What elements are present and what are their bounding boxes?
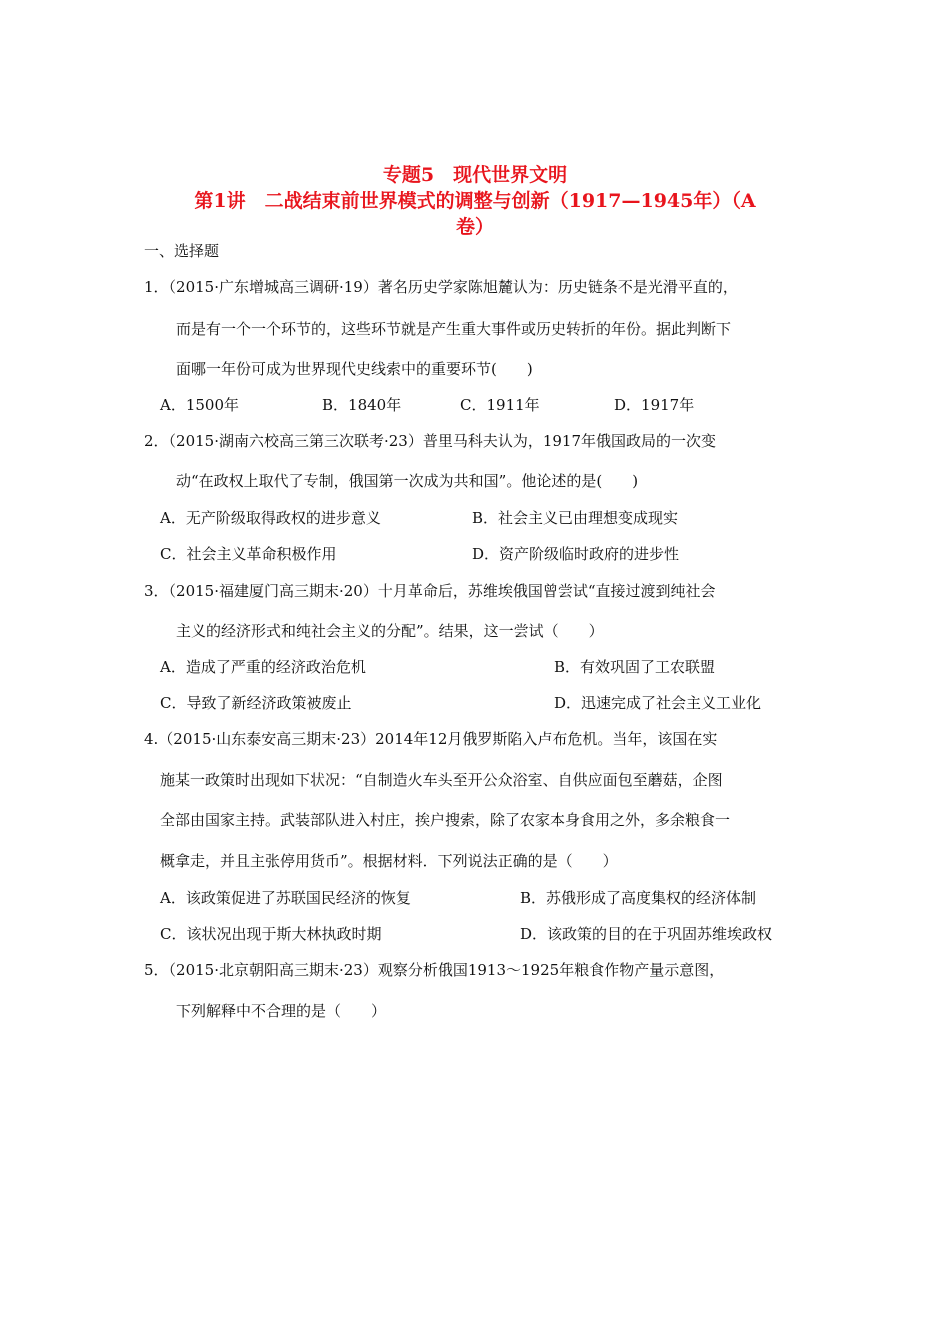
question-3-line-2: 主义的经济形式和纯社会主义的分配”。结果，这一尝试（ ）	[176, 622, 604, 640]
question-3-line-1: 3．（2015·福建厦门高三期末·20）十月革命后，苏维埃俄国曾尝试“直接过渡到纯社会	[144, 582, 716, 600]
question-2-line-2: 动“在政权上取代了专制，俄国第一次成为共和国”。他论述的是( )	[176, 472, 639, 490]
section-heading: 一、选择题	[144, 242, 220, 260]
question-2-option-d[interactable]: D．资产阶级临时政府的进步性	[472, 545, 680, 563]
question-4-option-b[interactable]: B．苏俄形成了高度集权的经济体制	[520, 889, 757, 907]
page-subtitle: 第1讲 二战结束前世界模式的调整与创新（1917—1945年）（A	[194, 190, 756, 212]
page-title: 专题5 现代世界文明	[382, 164, 568, 186]
question-4-option-a[interactable]: A．该政策促进了苏联国民经济的恢复	[160, 889, 411, 907]
question-5-line-2: 下列解释中不合理的是（ ）	[176, 1002, 387, 1020]
question-3-option-c[interactable]: C．导致了新经济政策被废止	[160, 694, 352, 712]
question-1-line-2: 而是有一个一个环节的，这些环节就是产生重大事件或历史转折的年份。据此判断下	[176, 320, 732, 338]
question-1-line-1: 1．（2015·广东增城高三调研·19）著名历史学家陈旭麓认为：历史链条不是光滑平直的，	[144, 278, 738, 296]
page-subtitle-continued: 卷）	[455, 216, 494, 238]
question-4-line-2: 施某一政策时出现如下状况：“自制造火车头至开公众浴室、自供应面包至蘑菇，企图	[160, 771, 723, 789]
question-2-option-b[interactable]: B．社会主义已由理想变成现实	[472, 509, 679, 527]
question-3-option-b[interactable]: B．有效巩固了工农联盟	[554, 658, 716, 676]
question-2-line-1: 2．（2015·湖南六校高三第三次联考·23）普里马科夫认为，1917年俄国政局的一次变	[144, 432, 717, 450]
question-3-option-d[interactable]: D．迅速完成了社会主义工业化	[554, 694, 762, 712]
question-1-option-a[interactable]: A．1500年	[160, 396, 240, 414]
question-4-line-3: 全部由国家主持。武装部队进入村庄，挨户搜索，除了农家本身食用之外，多余粮食一	[160, 811, 731, 829]
question-3-option-a[interactable]: A．造成了严重的经济政治危机	[160, 658, 366, 676]
question-5-line-1: 5．（2015·北京朝阳高三期末·23）观察分析俄国1913～1925年粮食作物产量示意图，	[144, 961, 725, 979]
question-4-line-4: 概拿走，并且主张停用货币”。根据材料．下列说法正确的是（ ）	[160, 852, 618, 870]
question-4-line-1: 4.（2015·山东泰安高三期末·23）2014年12月俄罗斯陷入卢布危机。当年，该国在实	[144, 730, 718, 748]
question-4-option-d[interactable]: D．该政策的目的在于巩固苏维埃政权	[520, 925, 773, 943]
question-2-option-c[interactable]: C．社会主义革命积极作用	[160, 545, 337, 563]
question-1-option-d[interactable]: D．1917年	[614, 396, 695, 414]
question-1-line-3: 面哪一年份可成为世界现代史线索中的重要环节( )	[176, 360, 533, 378]
question-4-option-c[interactable]: C．该状况出现于斯大林执政时期	[160, 925, 382, 943]
question-1-option-b[interactable]: B．1840年	[322, 396, 402, 414]
question-1-option-c[interactable]: C．1911年	[460, 396, 540, 414]
question-2-option-a[interactable]: A．无产阶级取得政权的进步意义	[160, 509, 381, 527]
